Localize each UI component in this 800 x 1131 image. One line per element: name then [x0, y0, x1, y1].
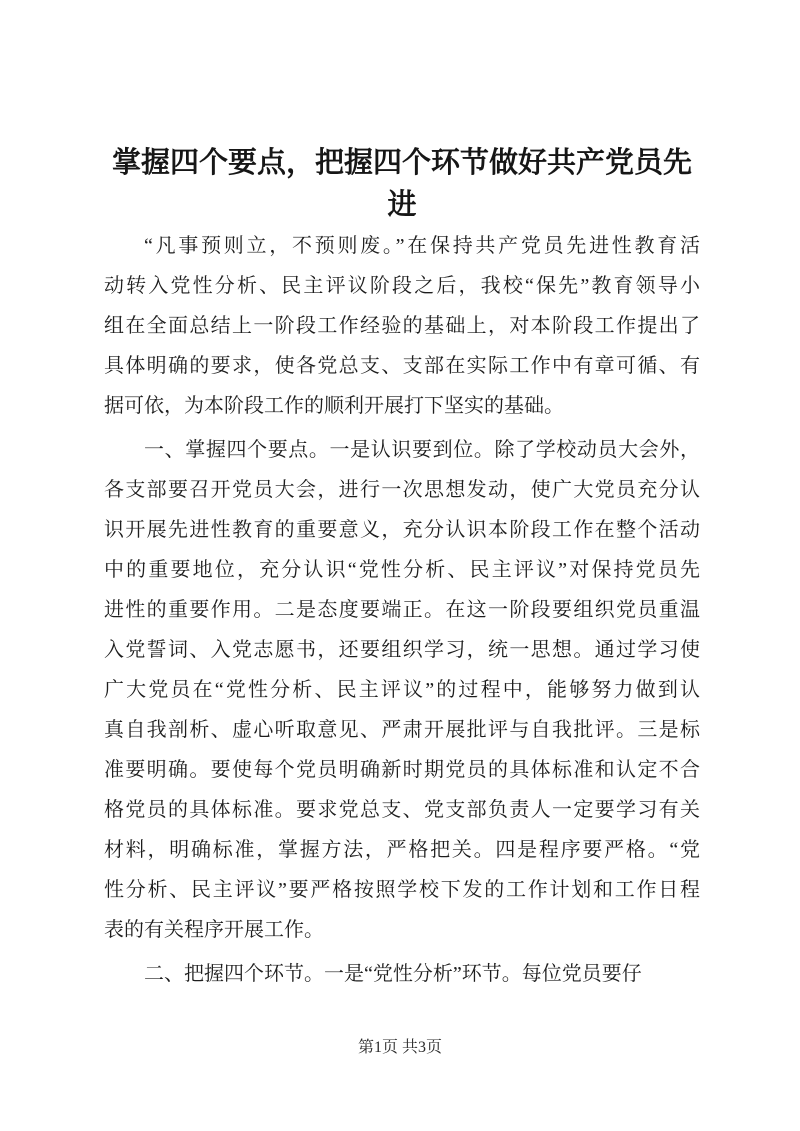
text-line: 格党员的具体标准。要求党总支、党支部负责人一定要学习有关: [104, 799, 700, 821]
document-body: [104, 226, 700, 994]
paragraph-3: [104, 954, 700, 994]
text-line: 二、把握四个环节。一是“党性分析”环节。每位党员要仔: [144, 963, 642, 985]
text-line: 入党誓词、入党志愿书，还要组织学习，统一思想。通过学习使: [104, 639, 700, 661]
text-line: 识开展先进性教育的重要意义，充分认识本阶段工作在整个活动: [104, 519, 700, 541]
text-line: 各支部要召开党员大会，进行一次思想发动，使广大党员充分认: [104, 479, 700, 501]
text-line: 具体明确的要求，使各党总支、支部在实际工作中有章可循、有: [104, 355, 700, 377]
text-line: 据可依，为本阶段工作的顺利开展打下坚实的基础。: [104, 395, 564, 417]
text-line: 性分析、民主评议”要严格按照学校下发的工作计划和工作日程: [104, 879, 700, 901]
paragraph-1: [104, 226, 700, 426]
text-line: 准要明确。要使每个党员明确新时期党员的具体标准和认定不合: [104, 759, 700, 781]
text-line: 进性的重要作用。二是态度要端正。在这一阶段要组织党员重温: [104, 599, 700, 621]
text-line: 中的重要地位，充分认识“党性分析、民主评议”对保持党员先: [104, 559, 700, 581]
paragraph-2: [104, 430, 700, 950]
text-line: 组在全面总结上一阶段工作经验的基础上，对本阶段工作提出了: [104, 315, 700, 337]
document-content: [104, 142, 700, 998]
text-line: “凡事预则立，不预则废。”在保持共产党员先进性教育活: [144, 235, 700, 257]
text-line: 材料，明确标准，掌握方法，严格把关。四是程序要严格。“党: [104, 839, 700, 861]
text-line: 广大党员在“党性分析、民主评议”的过程中，能够努力做到认: [104, 679, 700, 701]
page-footer: [0, 1036, 800, 1060]
text-line: 真自我剖析、虚心听取意见、严肃开展批评与自我批评。三是标: [104, 719, 700, 741]
text-line: 表的有关程序开展工作。: [104, 919, 324, 941]
text-line: 动转入党性分析、民主评议阶段之后，我校“保先”教育领导小: [104, 275, 700, 297]
page-number-label: 第1页 共3页: [357, 1039, 442, 1056]
title-line: 掌握四个要点，把握四个环节做好共产党员先: [111, 147, 692, 179]
title-line: 进: [387, 189, 417, 221]
text-line: 一、掌握四个要点。一是认识要到位。除了学校动员大会外，: [144, 439, 700, 461]
document-title: [104, 142, 700, 226]
